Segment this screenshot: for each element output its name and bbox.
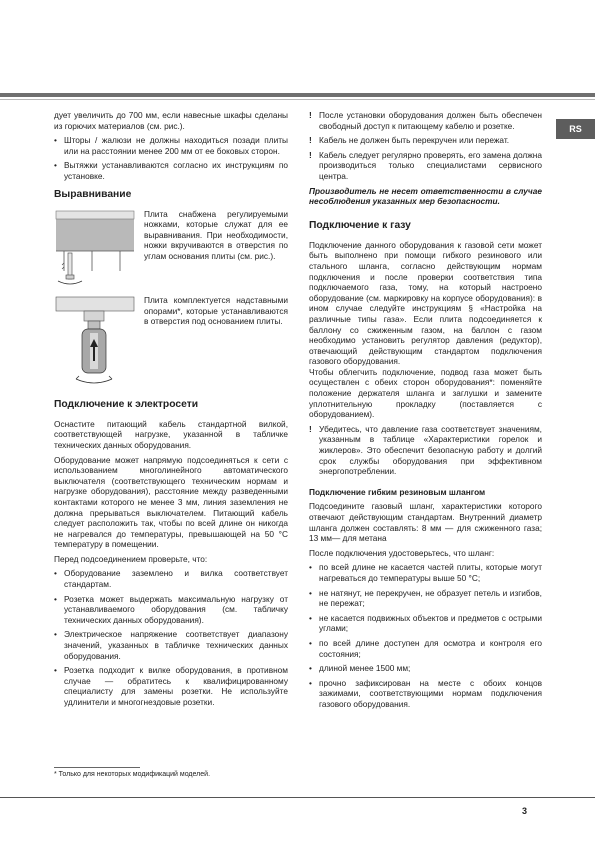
list-item: • Розетка подходит к вилке оборудования, в противном случае — обратитесь к квалифицированному специалисту для замены розетки. Не используйте удлинители и многогнездовые розетки. bbox=[54, 665, 288, 707]
warning-icon: ! bbox=[309, 110, 312, 120]
hose-paragraph-1: Подсоедините газовый шланг, характеристики которого отвечают действующим стандартам. Внутренний диаметр шланга должен составлять: 8 мм — для сжиженного газа; 13 мм— для метана bbox=[309, 501, 542, 544]
leveling-feet-illustration bbox=[54, 209, 136, 292]
leveling-text-1: Плита снабжена регулируемыми ножками, которые служат для ее выравнивания. При необходимости, ножки вкручиваются в отверстия по углам основания плиты (см. рис.). bbox=[144, 208, 288, 261]
warning-icon: ! bbox=[309, 135, 312, 146]
hose-check-intro: После подключения удостоверьтесь, что шланг: bbox=[309, 547, 495, 558]
warning-text: Убедитесь, что давление газа соответствует значениям, указанным в таблице «Характеристики горелок и жиклеров». Это обеспечит безопасную работу и долгий срок службы оборудования при эффективном энергопотреблении. bbox=[319, 423, 542, 477]
leveling-text-2: Плита комплектуется надставными опорами*, которые устанавливаются в отверстия под основанием плиты. bbox=[144, 295, 288, 327]
list-item: • не касается подвижных объектов и предметов с острыми углами; bbox=[309, 613, 542, 634]
electric-checklist bbox=[54, 568, 288, 707]
language-tab: RS bbox=[556, 119, 595, 139]
leveling-figure-row-2 bbox=[54, 295, 288, 388]
electric-paragraph-2: Оборудование может напрямую подсоединяться к сети с использованием многолинейного автоматического выключателя (соответствующего техническим нормам и нагрузке оборудования), расстояние между разведенными контактами которого не менее 3 мм, линия заземления не должна прерываться выключателем. Питающий кабель следует расположить так, чтобы по всей длине он никогда не нагревался до температуры, превышающей на 50 °C температуру в помещении. bbox=[54, 454, 288, 550]
warning-item bbox=[309, 150, 542, 182]
list-item: • длиной менее 1500 мм; bbox=[309, 663, 542, 674]
gas-warning bbox=[309, 424, 542, 477]
electric-heading: Подключение к электросети bbox=[54, 398, 199, 410]
electric-check-intro: Перед подсоединением проверьте, что: bbox=[54, 553, 208, 564]
list-item: • Оборудование заземлено и вилка соответствует стандартам. bbox=[54, 568, 288, 589]
intro-paragraph: дует увеличить до 700 мм, если навесные шкафы сделаны из горючих материалов (см. рис.). bbox=[54, 110, 288, 131]
warning-text: Кабель следует регулярно проверять, его замена должна производиться только специалистами сервисного центра. bbox=[319, 149, 542, 181]
gas-paragraph-2: Чтобы облегчить подключение, подвод газа может быть осуществлен с обеих сторон оборудования*: поменяйте положение держателя шланга и заглушки и замените уплотнительную прокладку (поставляется с оборудованием). bbox=[309, 366, 542, 420]
warning-icon: ! bbox=[309, 149, 312, 160]
list-item: • Розетка может выдержать максимальную нагрузку от устанавливаемого оборудования (см. табличку технических данных оборудования). bbox=[54, 594, 288, 626]
warning-text: Кабель не должен быть перекручен или пережат. bbox=[319, 135, 510, 146]
left-column bbox=[54, 110, 288, 712]
support-leg-illustration bbox=[54, 295, 136, 388]
gas-heading: Подключение к газу bbox=[309, 219, 411, 231]
hose-checklist bbox=[309, 562, 542, 709]
footer-rule bbox=[0, 797, 595, 798]
list-item: • не натянут, не перекручен, не образует петель и изгибов, не пережат; bbox=[309, 588, 542, 609]
warning-item bbox=[309, 110, 542, 131]
leveling-figure-row-1 bbox=[54, 209, 288, 292]
gas-paragraph-1: Подключение данного оборудования к газовой сети может быть выполнено при помощи гибкого резинового или стального шланга, согласно действующим нормам подключения и после проверки соответствия типа подключаемого газа, тому, на который настроено оборудование (см. маркировку на корпусе оборудования): в ином случае следуйте инструкциям § «Настройка на различные типы газа». Если плита подсоединяется к баллону со сжиженным газом, на баллон с газом необходимо установить регулятор давления (редуктор), отвечающий действующим стандартом подключения газового оборудования. bbox=[309, 239, 542, 367]
hose-heading: Подключение гибким резиновым шлангом bbox=[309, 486, 486, 497]
leveling-heading: Выравнивание bbox=[54, 188, 132, 200]
header-rule bbox=[0, 99, 595, 100]
list-item: • Вытяжки устанавливаются согласно их инструкциям по установке. bbox=[54, 160, 288, 181]
warning-text: После установки оборудования должен быть обеспечен свободный доступ к питающему кабелю и розетке. bbox=[319, 110, 542, 131]
footnote: * Только для некоторых модификаций моделей. bbox=[54, 771, 211, 778]
page-number: 3 bbox=[522, 806, 528, 816]
right-column bbox=[309, 110, 542, 714]
list-item: • Электрическое напряжение соответствует диапазону значений, указанных в табличке технических данных оборудования. bbox=[54, 629, 288, 661]
footnote-rule bbox=[54, 767, 140, 768]
list-item: • по всей длине не касается частей плиты, которые могут нагреваться до температуры выше 50 °C; bbox=[309, 562, 542, 583]
warning-item bbox=[309, 135, 542, 146]
list-item: • прочно зафиксирован на месте с обоих концов зажимами, соответствующими нормам подключения газового оборудования. bbox=[309, 678, 542, 710]
liability-note: Производитель не несет ответственности в случае несоблюдения указанных мер безопасности. bbox=[309, 185, 542, 207]
header-bar bbox=[0, 93, 595, 97]
warning-icon: ! bbox=[309, 423, 312, 434]
list-item: • по всей длине доступен для осмотра и контроля его состояния; bbox=[309, 638, 542, 659]
intro-bullets bbox=[54, 135, 288, 181]
list-item: • Шторы / жалюзи не должны находиться позади плиты или на расстоянии менее 200 мм от ее боковых сторон. bbox=[54, 135, 288, 156]
electric-paragraph-1: Оснастите питающий кабель стандартной вилкой, соответствующей нагрузке, указанной в табличке технических данных оборудования. bbox=[54, 418, 288, 450]
